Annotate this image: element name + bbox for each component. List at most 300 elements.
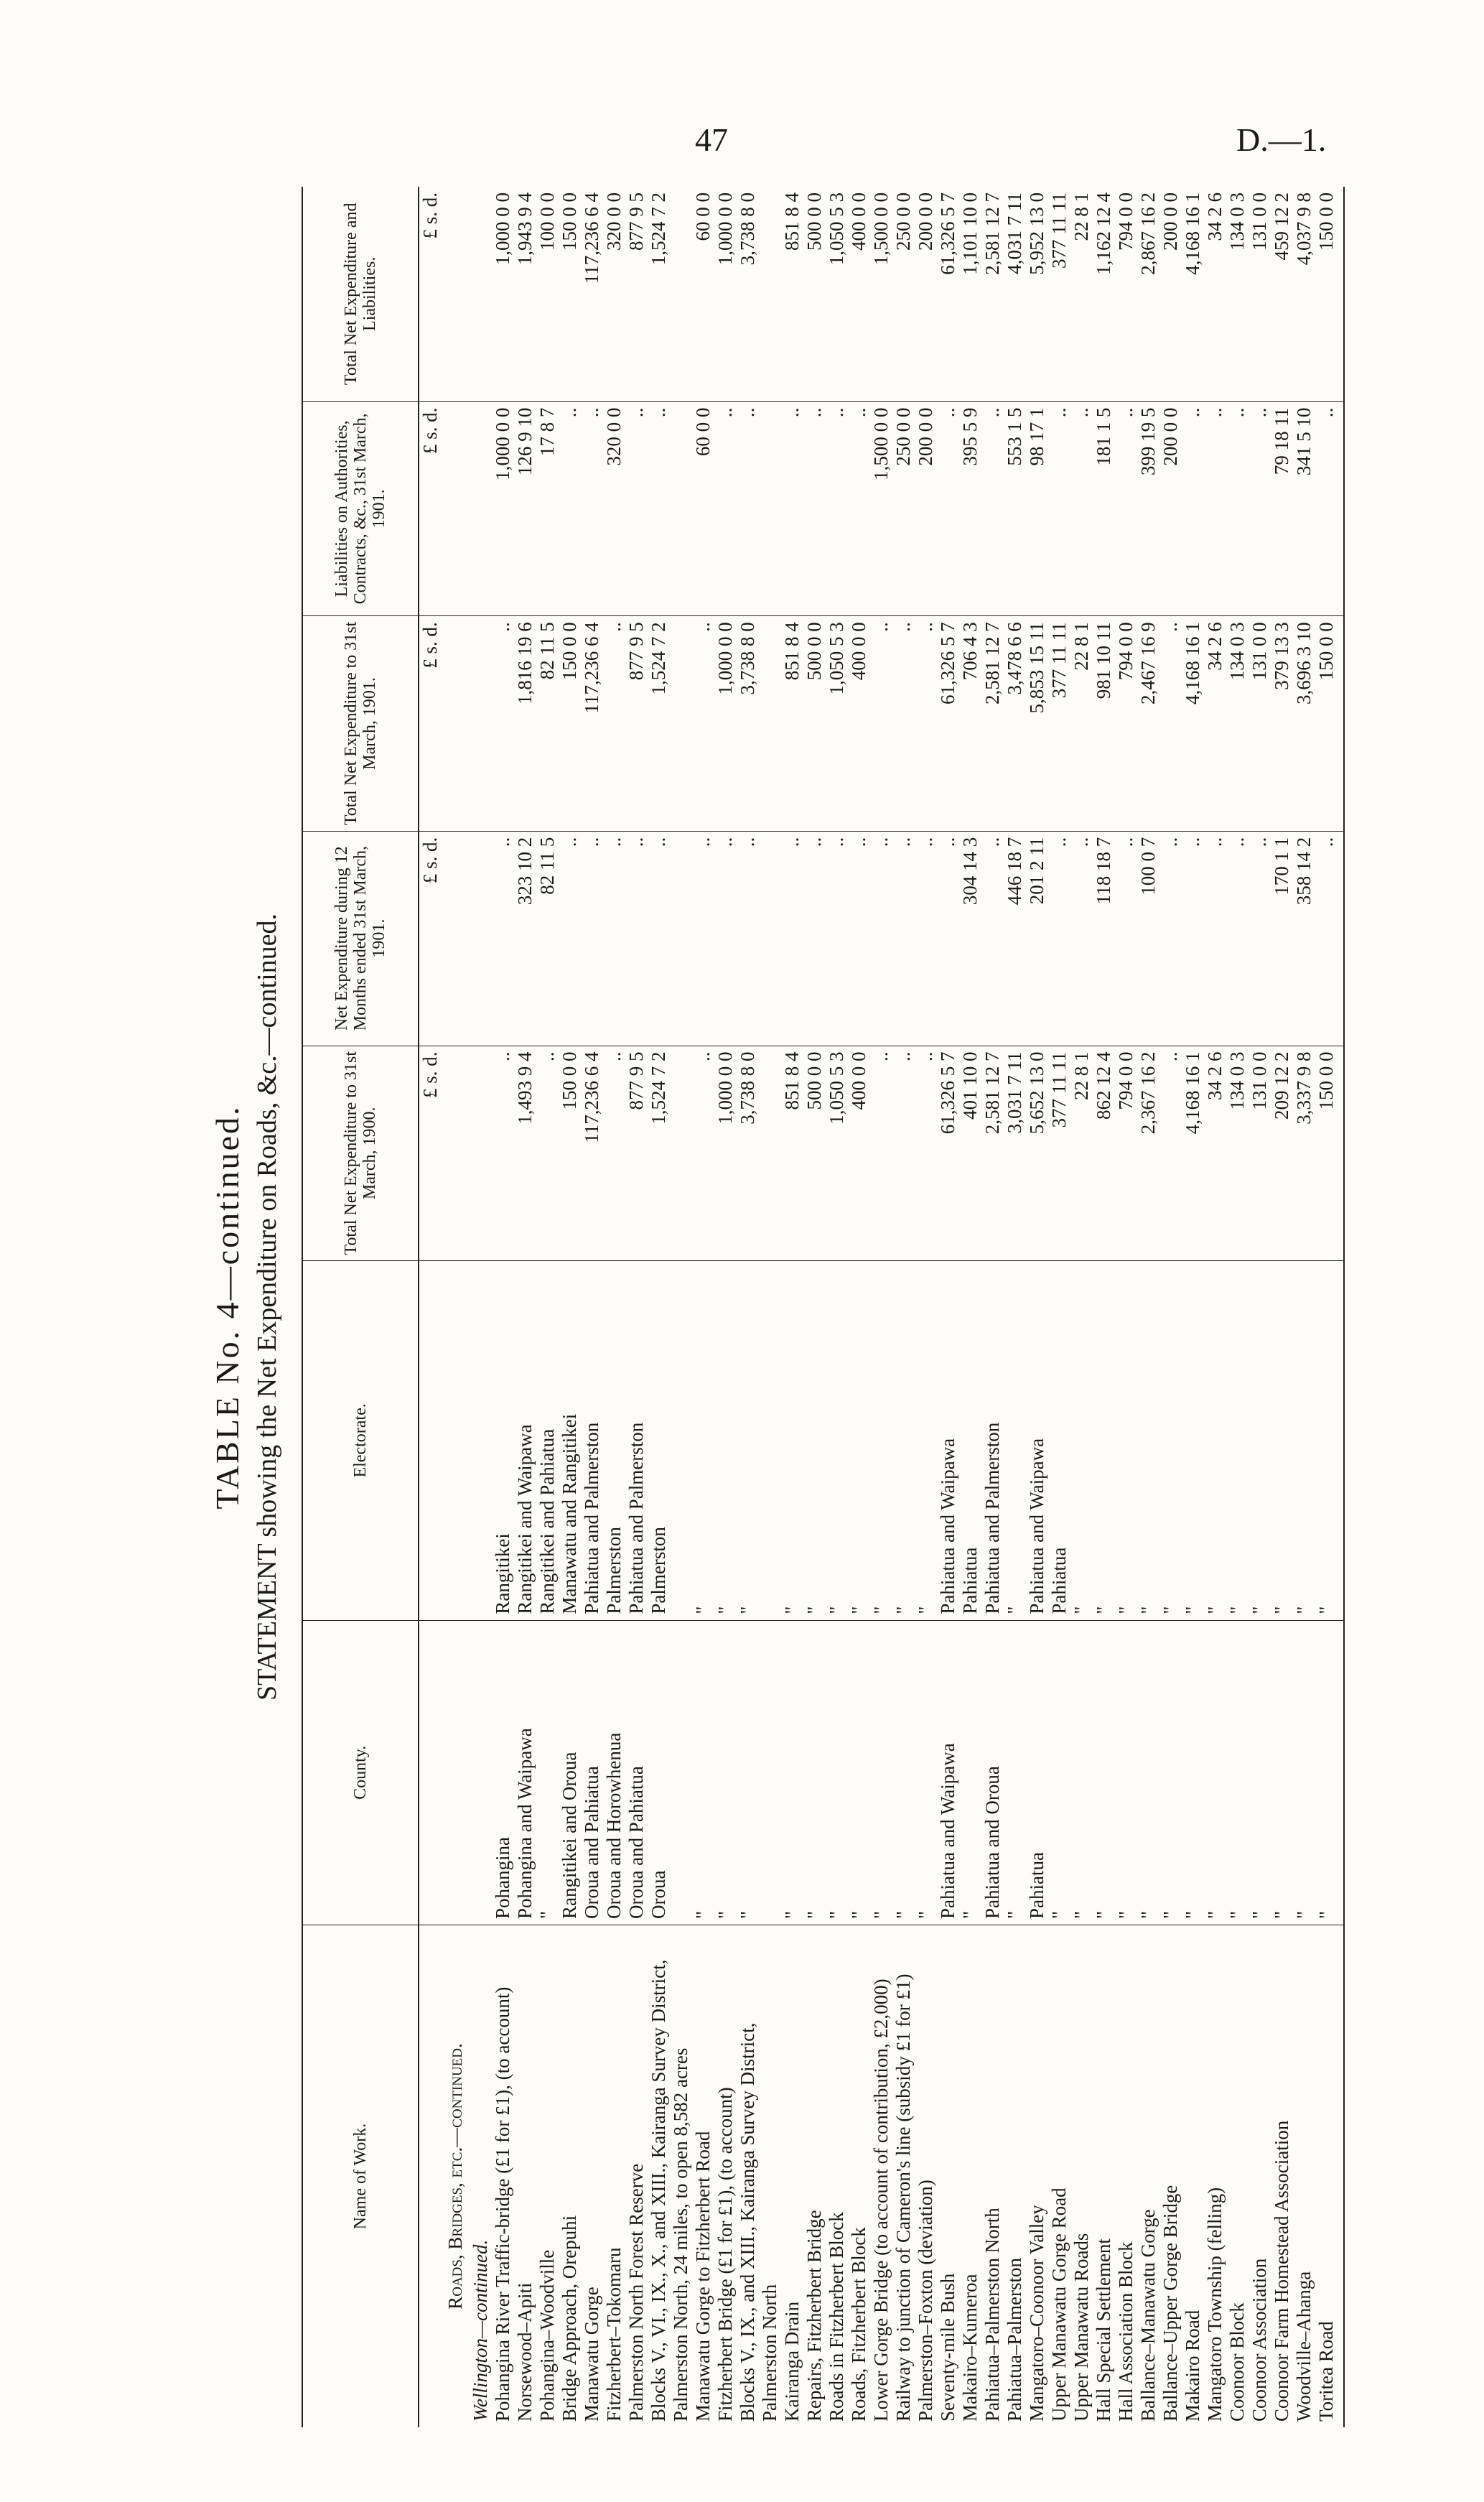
electorate-cell: " (1249, 1261, 1271, 1621)
table-row (803, 187, 826, 2427)
total-liabilities-cell: 4,037 9 8 (1293, 187, 1315, 401)
table-row (981, 187, 1004, 2427)
total-1900-cell: 3,031 7 11 (1004, 1046, 1026, 1261)
table-row (870, 187, 892, 2427)
total-1901-cell: .. (603, 616, 625, 832)
work-name: Kairanga Drain (781, 2301, 803, 2422)
county-cell: " (1070, 1620, 1093, 1925)
county-cell: " (848, 1620, 870, 1925)
table-row (714, 187, 737, 2427)
total-liabilities-cell: 134 0 3 (1226, 187, 1249, 401)
total-liabilities-cell: 877 9 5 (625, 187, 648, 401)
total-1900-cell: 377 11 11 (1048, 1046, 1070, 1261)
total-1900-cell: .. (536, 1046, 559, 1261)
total-1900-cell: 117,236 6 4 (581, 1046, 603, 1261)
total-1900-cell: 400 0 0 (848, 1046, 870, 1261)
electorate-cell: Manawatu and Rangitikei (559, 1261, 581, 1621)
net-12m-cell: .. (581, 831, 603, 1046)
county-cell: " (1271, 1620, 1293, 1925)
work-name: Hall Special Settlement (1093, 2238, 1114, 2422)
units-label: £ s. d. (419, 401, 442, 616)
total-1901-cell: 3,696 3 10 (1293, 616, 1315, 832)
liabilities-cell: 200 0 0 (915, 401, 937, 616)
total-1901-cell: 150 0 0 (559, 616, 581, 832)
table-row (581, 187, 603, 2427)
liabilities-cell: .. (625, 401, 648, 616)
work-name: Upper Manawatu Gorge Road (1048, 2187, 1070, 2422)
total-1901-cell: 794 0 0 (1115, 616, 1137, 832)
liabilities-cell: .. (981, 401, 1004, 616)
work-name: Repairs, Fitzherbert Bridge (803, 2210, 825, 2422)
electorate-cell: " (1093, 1261, 1115, 1621)
electorate-cell: " (781, 1261, 803, 1621)
liabilities-cell: .. (937, 401, 959, 616)
total-1901-cell: 150 0 0 (1315, 616, 1344, 832)
total-1901-cell: 4,168 16 1 (1182, 616, 1204, 832)
total-liabilities-cell: 320 0 0 (603, 187, 625, 401)
county-cell: Pahiatua and Oroua (981, 1620, 1004, 1925)
liabilities-cell: 1,000 0 0 (492, 401, 514, 616)
total-1900-cell: 1,524 7 2 (648, 1046, 692, 1261)
county-cell: " (536, 1620, 559, 1925)
electorate-cell: Rangitikei and Waipawa (514, 1261, 536, 1621)
county-cell: " (826, 1620, 848, 1925)
county-cell: " (1204, 1620, 1226, 1925)
net-12m-cell: .. (826, 831, 848, 1046)
net-12m-cell: .. (892, 831, 915, 1046)
section-heading-row (442, 187, 467, 2427)
total-liabilities-cell: 1,500 0 0 (870, 187, 892, 401)
net-12m-cell: .. (781, 831, 803, 1046)
total-1900-cell: .. (892, 1046, 915, 1261)
table-row (1293, 187, 1315, 2427)
work-name: Makairo Road (1182, 2310, 1203, 2422)
table-row (1093, 187, 1115, 2427)
liabilities-cell: .. (737, 401, 781, 616)
col-county: County. (302, 1620, 419, 1925)
total-1901-cell: 1,000 0 0 (714, 616, 737, 832)
liabilities-cell: .. (581, 401, 603, 616)
page-number: 47 (695, 121, 728, 158)
county-cell: " (1315, 1620, 1344, 1925)
table-row (559, 187, 581, 2427)
net-12m-cell: .. (603, 831, 625, 1046)
total-liabilities-cell: 794 0 0 (1115, 187, 1137, 401)
work-name: Roads, Fitzherbert Block (848, 2227, 869, 2422)
total-1900-cell: 1,000 0 0 (714, 1046, 737, 1261)
total-1900-cell: 1,493 9 4 (514, 1046, 536, 1261)
total-1900-cell: 3,337 9 8 (1293, 1046, 1315, 1261)
work-name: Mangatoro Township (felling) (1204, 2187, 1226, 2422)
table-row (692, 187, 714, 2427)
total-liabilities-cell: 1,524 7 2 (648, 187, 692, 401)
liabilities-cell: 79 18 11 (1271, 401, 1293, 616)
total-liabilities-cell: 377 11 11 (1048, 187, 1070, 401)
table-row (492, 187, 514, 2427)
liabilities-cell: 395 5 9 (959, 401, 981, 616)
table-row (737, 187, 781, 2427)
table-row (892, 187, 915, 2427)
work-name: Pahiatua–Palmerston North (981, 2208, 1003, 2422)
work-name: Railway to junction of Cameron's line (subsidy £1 for £1) (892, 1973, 914, 2422)
county-cell: " (1093, 1620, 1115, 1925)
units-row (419, 187, 442, 2427)
total-liabilities-cell: 851 8 4 (781, 187, 803, 401)
total-1900-cell: 5,652 13 0 (1026, 1046, 1048, 1261)
total-liabilities-cell: 4,031 7 11 (1004, 187, 1026, 401)
net-12m-cell: 82 11 5 (536, 831, 559, 1046)
section-subheading-row (467, 187, 492, 2427)
work-name: Coonoor Farm Homestead Association (1271, 2120, 1292, 2422)
net-12m-cell: .. (1204, 831, 1226, 1046)
col-total-1901: Total Net Expenditure to 31st March, 1901. (302, 616, 419, 832)
liabilities-cell: .. (559, 401, 581, 616)
electorate-cell: " (915, 1261, 937, 1621)
col-total-1900: Total Net Expenditure to 31st March, 1900. (302, 1046, 419, 1261)
net-12m-cell: .. (870, 831, 892, 1046)
total-1901-cell: 34 2 6 (1204, 616, 1226, 832)
table-row (826, 187, 848, 2427)
county-cell: Rangitikei and Oroua (559, 1620, 581, 1925)
liabilities-cell: 60 0 0 (692, 401, 714, 616)
liabilities-cell: .. (1204, 401, 1226, 616)
total-1901-cell: 400 0 0 (848, 616, 870, 832)
table-row (1004, 187, 1026, 2427)
net-12m-cell: 201 2 11 (1026, 831, 1048, 1046)
total-1900-cell: 34 2 6 (1204, 1046, 1226, 1261)
total-1900-cell: 22 8 1 (1070, 1046, 1093, 1261)
work-name: Palmerston North Forest Reserve (625, 2163, 647, 2422)
total-1900-cell: .. (870, 1046, 892, 1261)
net-12m-cell: .. (1249, 831, 1271, 1046)
net-12m-cell: 358 14 2 (1293, 831, 1315, 1046)
county-cell: Oroua and Pahiatua (581, 1620, 603, 1925)
net-12m-cell: 170 1 1 (1271, 831, 1293, 1046)
liabilities-cell: .. (1070, 401, 1093, 616)
net-12m-cell: .. (1315, 831, 1344, 1046)
work-name: Palmerston–Foxton (deviation) (915, 2180, 936, 2422)
units-label: £ s. d. (419, 187, 442, 401)
table-row (514, 187, 536, 2427)
work-name: Blocks V., VI., IX., X., and XIII., Kairanga Survey District, Palmerston North, 24 miles, to open 8,582 acres (648, 1959, 691, 2422)
total-liabilities-cell: 61,326 5 7 (937, 187, 959, 401)
total-liabilities-cell: 150 0 0 (1315, 187, 1344, 401)
liabilities-cell: 17 8 7 (536, 401, 559, 616)
county-cell: " (1137, 1620, 1159, 1925)
total-liabilities-cell: 60 0 0 (692, 187, 714, 401)
table-row (603, 187, 625, 2427)
electorate-cell: " (1115, 1261, 1137, 1621)
table-header-row (302, 187, 419, 2427)
net-12m-cell: .. (625, 831, 648, 1046)
electorate-cell: Palmerston (603, 1261, 625, 1621)
liabilities-cell: .. (1115, 401, 1137, 616)
section-title: Roads, Bridges, etc.—continued. (444, 2043, 466, 2310)
net-12m-cell: .. (1048, 831, 1070, 1046)
total-1900-cell: 794 0 0 (1115, 1046, 1137, 1261)
work-name: Toritea Road (1315, 1925, 1344, 2427)
total-1900-cell: .. (692, 1046, 714, 1261)
table-row (1159, 187, 1182, 2427)
electorate-cell: " (1293, 1261, 1315, 1621)
county-cell: " (1159, 1620, 1182, 1925)
county-cell: " (1048, 1620, 1070, 1925)
total-1900-cell: .. (603, 1046, 625, 1261)
net-12m-cell: 118 18 7 (1093, 831, 1115, 1046)
county-cell: " (1293, 1620, 1315, 1925)
net-12m-cell: 446 18 7 (1004, 831, 1026, 1046)
total-1900-cell: 1,050 5 3 (826, 1046, 848, 1261)
total-1900-cell: 150 0 0 (1315, 1046, 1344, 1261)
net-12m-cell: .. (981, 831, 1004, 1046)
expenditure-table (302, 187, 1345, 2427)
document-reference: D.—1. (1236, 121, 1327, 158)
liabilities-cell: .. (648, 401, 692, 616)
table-title: TABLE No. 4—continued. (209, 1104, 246, 1510)
total-liabilities-cell: 2,867 16 2 (1137, 187, 1159, 401)
liabilities-cell: .. (826, 401, 848, 616)
total-1901-cell: 3,738 8 0 (737, 616, 781, 832)
county-cell: " (870, 1620, 892, 1925)
total-liabilities-cell: 459 12 2 (1271, 187, 1293, 401)
work-name: Seventy-mile Bush (937, 2273, 958, 2422)
work-name: Coonoor Association (1249, 2258, 1270, 2422)
total-liabilities-cell: 250 0 0 (892, 187, 915, 401)
total-1900-cell: .. (915, 1046, 937, 1261)
electorate-cell: " (1070, 1261, 1093, 1621)
county-cell: Pohangina and Waipawa (514, 1620, 536, 1925)
table-row (1204, 187, 1226, 2427)
total-1901-cell: 500 0 0 (803, 616, 826, 832)
table-row (1115, 187, 1137, 2427)
county-cell: Oroua and Horowhenua (603, 1620, 625, 1925)
table-row (1271, 187, 1293, 2427)
table-row (625, 187, 648, 2427)
net-12m-cell: 100 0 7 (1137, 831, 1159, 1046)
county-cell: Oroua (648, 1620, 692, 1925)
county-cell: " (803, 1620, 826, 1925)
total-1901-cell: 131 0 0 (1249, 616, 1271, 832)
county-cell: Pohangina (492, 1620, 514, 1925)
county-cell: " (1249, 1620, 1271, 1925)
section-subtitle: Wellington—continued. (470, 2239, 491, 2422)
total-1900-cell: 2,367 16 2 (1137, 1046, 1159, 1261)
total-liabilities-cell: 150 0 0 (559, 187, 581, 401)
county-cell: Pahiatua (1026, 1620, 1048, 1925)
work-name: Fitzherbert–Tokomaru (603, 2247, 625, 2422)
total-liabilities-cell: 5,952 13 0 (1026, 187, 1048, 401)
col-name-of-work: Name of Work. (302, 1925, 419, 2427)
liabilities-cell: .. (1226, 401, 1249, 616)
total-1901-cell: 377 11 11 (1048, 616, 1070, 832)
total-1901-cell: 82 11 5 (536, 616, 559, 832)
table-row (959, 187, 981, 2427)
electorate-cell: " (1315, 1261, 1344, 1621)
col-net-12-months: Net Expenditure during 12 Months ended 31st March, 1901. (302, 831, 419, 1046)
total-1901-cell: 1,524 7 2 (648, 616, 692, 832)
table-row (848, 187, 870, 2427)
table-row (1026, 187, 1048, 2427)
electorate-cell: " (1137, 1261, 1159, 1621)
units-label: £ s. d. (419, 1046, 442, 1261)
table-row (937, 187, 959, 2427)
total-liabilities-cell: 4,168 16 1 (1182, 187, 1204, 401)
total-1901-cell: 2,581 12 7 (981, 616, 1004, 832)
work-name: Ballance–Manawatu Gorge (1137, 2209, 1159, 2422)
col-electorate: Electorate. (302, 1261, 419, 1621)
total-1901-cell: .. (892, 616, 915, 832)
total-1900-cell: 2,581 12 7 (981, 1046, 1004, 1261)
work-name: Manawatu Gorge (581, 2287, 602, 2422)
liabilities-cell: 553 1 5 (1004, 401, 1026, 616)
county-cell: " (1182, 1620, 1204, 1925)
electorate-cell: " (692, 1261, 714, 1621)
net-12m-cell: .. (492, 831, 514, 1046)
net-12m-cell: .. (1070, 831, 1093, 1046)
liabilities-cell: 126 9 10 (514, 401, 536, 616)
total-1900-cell: 500 0 0 (803, 1046, 826, 1261)
county-cell: Oroua and Pahiatua (625, 1620, 648, 1925)
net-12m-cell: 323 10 2 (514, 831, 536, 1046)
total-1900-cell: 4,168 16 1 (1182, 1046, 1204, 1261)
net-12m-cell: .. (1115, 831, 1137, 1046)
electorate-cell: Palmerston (648, 1261, 692, 1621)
electorate-cell: " (714, 1261, 737, 1621)
electorate-cell: " (1159, 1261, 1182, 1621)
total-1901-cell: .. (915, 616, 937, 832)
total-1901-cell: 706 4 3 (959, 616, 981, 832)
total-liabilities-cell: 100 0 0 (536, 187, 559, 401)
county-cell: " (714, 1620, 737, 1925)
total-1900-cell: .. (492, 1046, 514, 1261)
liabilities-cell: .. (1249, 401, 1271, 616)
total-1900-cell: 877 9 5 (625, 1046, 648, 1261)
total-liabilities-cell: 22 8 1 (1070, 187, 1093, 401)
total-1901-cell: 2,467 16 9 (1137, 616, 1159, 832)
total-1901-cell: 877 9 5 (625, 616, 648, 832)
work-name: Pohangina–Woodville (536, 2249, 558, 2422)
county-cell: " (1004, 1620, 1026, 1925)
liabilities-cell: .. (1315, 401, 1344, 616)
total-1900-cell: 862 12 4 (1093, 1046, 1115, 1261)
total-1900-cell: 401 10 0 (959, 1046, 981, 1261)
total-1901-cell: 5,853 15 11 (1026, 616, 1048, 832)
total-1901-cell: 981 10 11 (1093, 616, 1115, 832)
table-row (1070, 187, 1093, 2427)
liabilities-cell: .. (803, 401, 826, 616)
table-subtitle: STATEMENT showing the Net Expenditure on Roads, &c.—continued. (252, 913, 282, 1701)
total-1901-cell: 379 13 3 (1271, 616, 1293, 832)
table-row (1249, 187, 1271, 2427)
col-total-with-liabilities: Total Net Expenditure and Liabilities. (302, 187, 419, 401)
work-name: Manawatu Gorge to Fitzherbert Road (692, 2131, 714, 2422)
total-1900-cell: .. (1159, 1046, 1182, 1261)
total-liabilities-cell: 200 0 0 (915, 187, 937, 401)
liabilities-cell: .. (714, 401, 737, 616)
net-12m-cell: .. (848, 831, 870, 1046)
total-1900-cell: 3,738 8 0 (737, 1046, 781, 1261)
county-cell: " (781, 1620, 803, 1925)
net-12m-cell: .. (1226, 831, 1249, 1046)
electorate-cell: Pahiatua and Waipawa (1026, 1261, 1048, 1621)
liabilities-cell: 98 17 1 (1026, 401, 1048, 616)
liabilities-cell: 341 5 10 (1293, 401, 1315, 616)
electorate-cell: Pahiatua (1048, 1261, 1070, 1621)
work-name: Mangatoro–Coonoor Valley (1026, 2205, 1047, 2422)
table-row (1048, 187, 1070, 2427)
electorate-cell: " (1182, 1261, 1204, 1621)
work-name: Lower Gorge Bridge (to account of contribution, £2,000) (870, 1978, 892, 2422)
work-name: Fitzherbert Bridge (£1 for £1), (to account) (714, 2087, 736, 2422)
total-1900-cell: 209 12 2 (1271, 1046, 1293, 1261)
liabilities-cell: 181 1 5 (1093, 401, 1115, 616)
liabilities-cell: 250 0 0 (892, 401, 915, 616)
total-1901-cell: .. (692, 616, 714, 832)
work-name: Makairo–Kumeroa (959, 2274, 981, 2422)
table-row (536, 187, 559, 2427)
total-1901-cell: 22 8 1 (1070, 616, 1093, 832)
electorate-cell: " (803, 1261, 826, 1621)
electorate-cell: Pahiatua and Palmerston (581, 1261, 603, 1621)
net-12m-cell: .. (937, 831, 959, 1046)
work-name: Bridge Approach, Orepuhi (559, 2215, 580, 2422)
electorate-cell: Pahiatua and Waipawa (937, 1261, 959, 1621)
total-liabilities-cell: 400 0 0 (848, 187, 870, 401)
electorate-cell: " (892, 1261, 915, 1621)
work-name: Blocks V., IX., and XIII., Kairanga Survey District, Palmerston North (737, 2022, 780, 2422)
electorate-cell: " (1271, 1261, 1293, 1621)
electorate-cell: Rangitikei and Pahiatua (536, 1261, 559, 1621)
total-1900-cell: 134 0 3 (1226, 1046, 1249, 1261)
total-1900-cell: 851 8 4 (781, 1046, 803, 1261)
total-1901-cell: 117,236 6 4 (581, 616, 603, 832)
county-cell: " (692, 1620, 714, 1925)
county-cell: " (1115, 1620, 1137, 1925)
total-liabilities-cell: 1,000 0 0 (714, 187, 737, 401)
total-liabilities-cell: 117,236 6 4 (581, 187, 603, 401)
total-1901-cell: 851 8 4 (781, 616, 803, 832)
total-1901-cell: 61,326 5 7 (937, 616, 959, 832)
county-cell: Pahiatua and Waipawa (937, 1620, 959, 1925)
total-1901-cell: .. (870, 616, 892, 832)
total-liabilities-cell: 500 0 0 (803, 187, 826, 401)
work-name: Pohangina River Traffic-bridge (£1 for £1), (to account) (492, 1986, 513, 2422)
electorate-cell: Pahiatua (959, 1261, 981, 1621)
liabilities-cell: .. (781, 401, 803, 616)
total-1901-cell: 1,816 19 6 (514, 616, 536, 832)
liabilities-cell: .. (1182, 401, 1204, 616)
work-name: Norsewood–Apiti (514, 2282, 536, 2422)
units-label: £ s. d. (419, 616, 442, 832)
net-12m-cell: .. (714, 831, 737, 1046)
total-1901-cell: 1,050 5 3 (826, 616, 848, 832)
county-cell: " (892, 1620, 915, 1925)
total-liabilities-cell: 2,581 12 7 (981, 187, 1004, 401)
electorate-cell: " (870, 1261, 892, 1621)
work-name: Pahiatua–Palmerston (1004, 2258, 1025, 2422)
total-liabilities-cell: 34 2 6 (1204, 187, 1226, 401)
net-12m-cell: .. (648, 831, 692, 1046)
table-row (915, 187, 937, 2427)
electorate-cell: Rangitikei (492, 1261, 514, 1621)
total-liabilities-cell: 200 0 0 (1159, 187, 1182, 401)
rotated-table-region (208, 187, 1357, 2427)
net-12m-cell: .. (1182, 831, 1204, 1046)
net-12m-cell: .. (737, 831, 781, 1046)
net-12m-cell: .. (915, 831, 937, 1046)
net-12m-cell: .. (559, 831, 581, 1046)
total-liabilities-cell: 3,738 8 0 (737, 187, 781, 401)
